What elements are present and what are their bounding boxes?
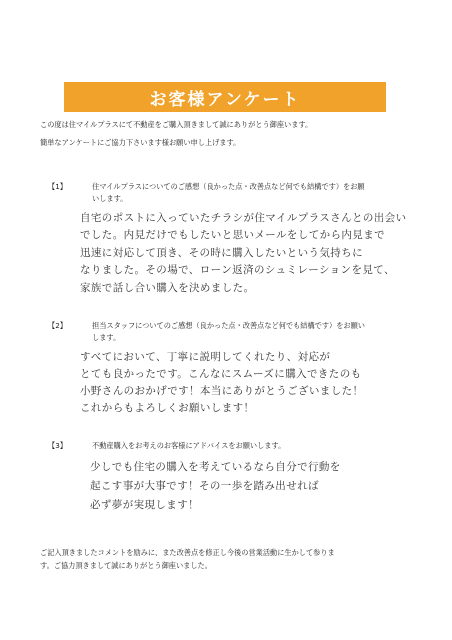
handwritten-answer-line: これからもよろしくお願いします！ bbox=[80, 402, 255, 414]
question-prompt: 住マイルプラスについてのご感想（良かった点・改善点など何でも結構です）をお願 bbox=[92, 182, 365, 191]
intro-line: 簡単なアンケートにご協力下さいます様お願い申し上げます。 bbox=[40, 138, 241, 147]
question-prompt: 担当スタッフについてのご感想（良かった点・改善点など何でも結構です）をお願い bbox=[92, 321, 365, 330]
closing-line: ご記入頂きましたコメントを励みに、また改善点を修正し今後の営業活動に生かして参りま bbox=[40, 548, 335, 557]
question-number: 【3】 bbox=[48, 441, 67, 450]
handwritten-answer-line: 起こす事が大事です！その一歩を踏み出せれば bbox=[90, 480, 319, 492]
handwritten-answer-line: 家族で話し合い購入を決めました。 bbox=[80, 282, 255, 294]
page-title: お客様アンケート bbox=[149, 89, 301, 110]
title-banner bbox=[64, 82, 386, 112]
question-prompt: いします。 bbox=[92, 194, 128, 203]
handwritten-answer-line: でした。内見だけでもしたいと思いメールをしてから内見まで bbox=[80, 229, 385, 241]
handwritten-answer-line: 自宅のポストに入っていたチラシが住マイルプラスさんとの出会い bbox=[80, 212, 407, 224]
question-prompt: 不動産購入をお考えのお客様にアドバイスをお願いします。 bbox=[92, 441, 286, 450]
intro-line: この度は住マイルプラスにて不動産をご購入頂きまして誠にありがとう御座います。 bbox=[40, 120, 313, 129]
handwritten-answer-line: 必ず夢が実現します！ bbox=[90, 499, 199, 511]
handwritten-answer-line: 少しでも住宅の購入を考えているなら自分で行動を bbox=[90, 461, 341, 473]
handwritten-answer-line: 小野さんのおかげです！本当にありがとうございました！ bbox=[80, 385, 364, 397]
question-number: 【2】 bbox=[48, 321, 67, 330]
handwritten-answer-line: なりました。その場で、ローン返済のシュミレーションを見て、 bbox=[80, 264, 395, 276]
handwritten-answer-line: 迅速に対応して頂き、その時に購入したいという気持ちに bbox=[80, 247, 363, 259]
closing-line: す。ご協力頂きまして誠にありがとう御座いました。 bbox=[40, 561, 212, 570]
handwritten-answer-line: とても良かったです。こんなにスムーズに購入できたのも bbox=[80, 368, 362, 380]
question-number: 【1】 bbox=[48, 182, 67, 191]
question-prompt: します。 bbox=[92, 333, 121, 342]
handwritten-answer-line: すべてにおいて、丁寧に説明してくれたり、対応が bbox=[80, 351, 331, 363]
